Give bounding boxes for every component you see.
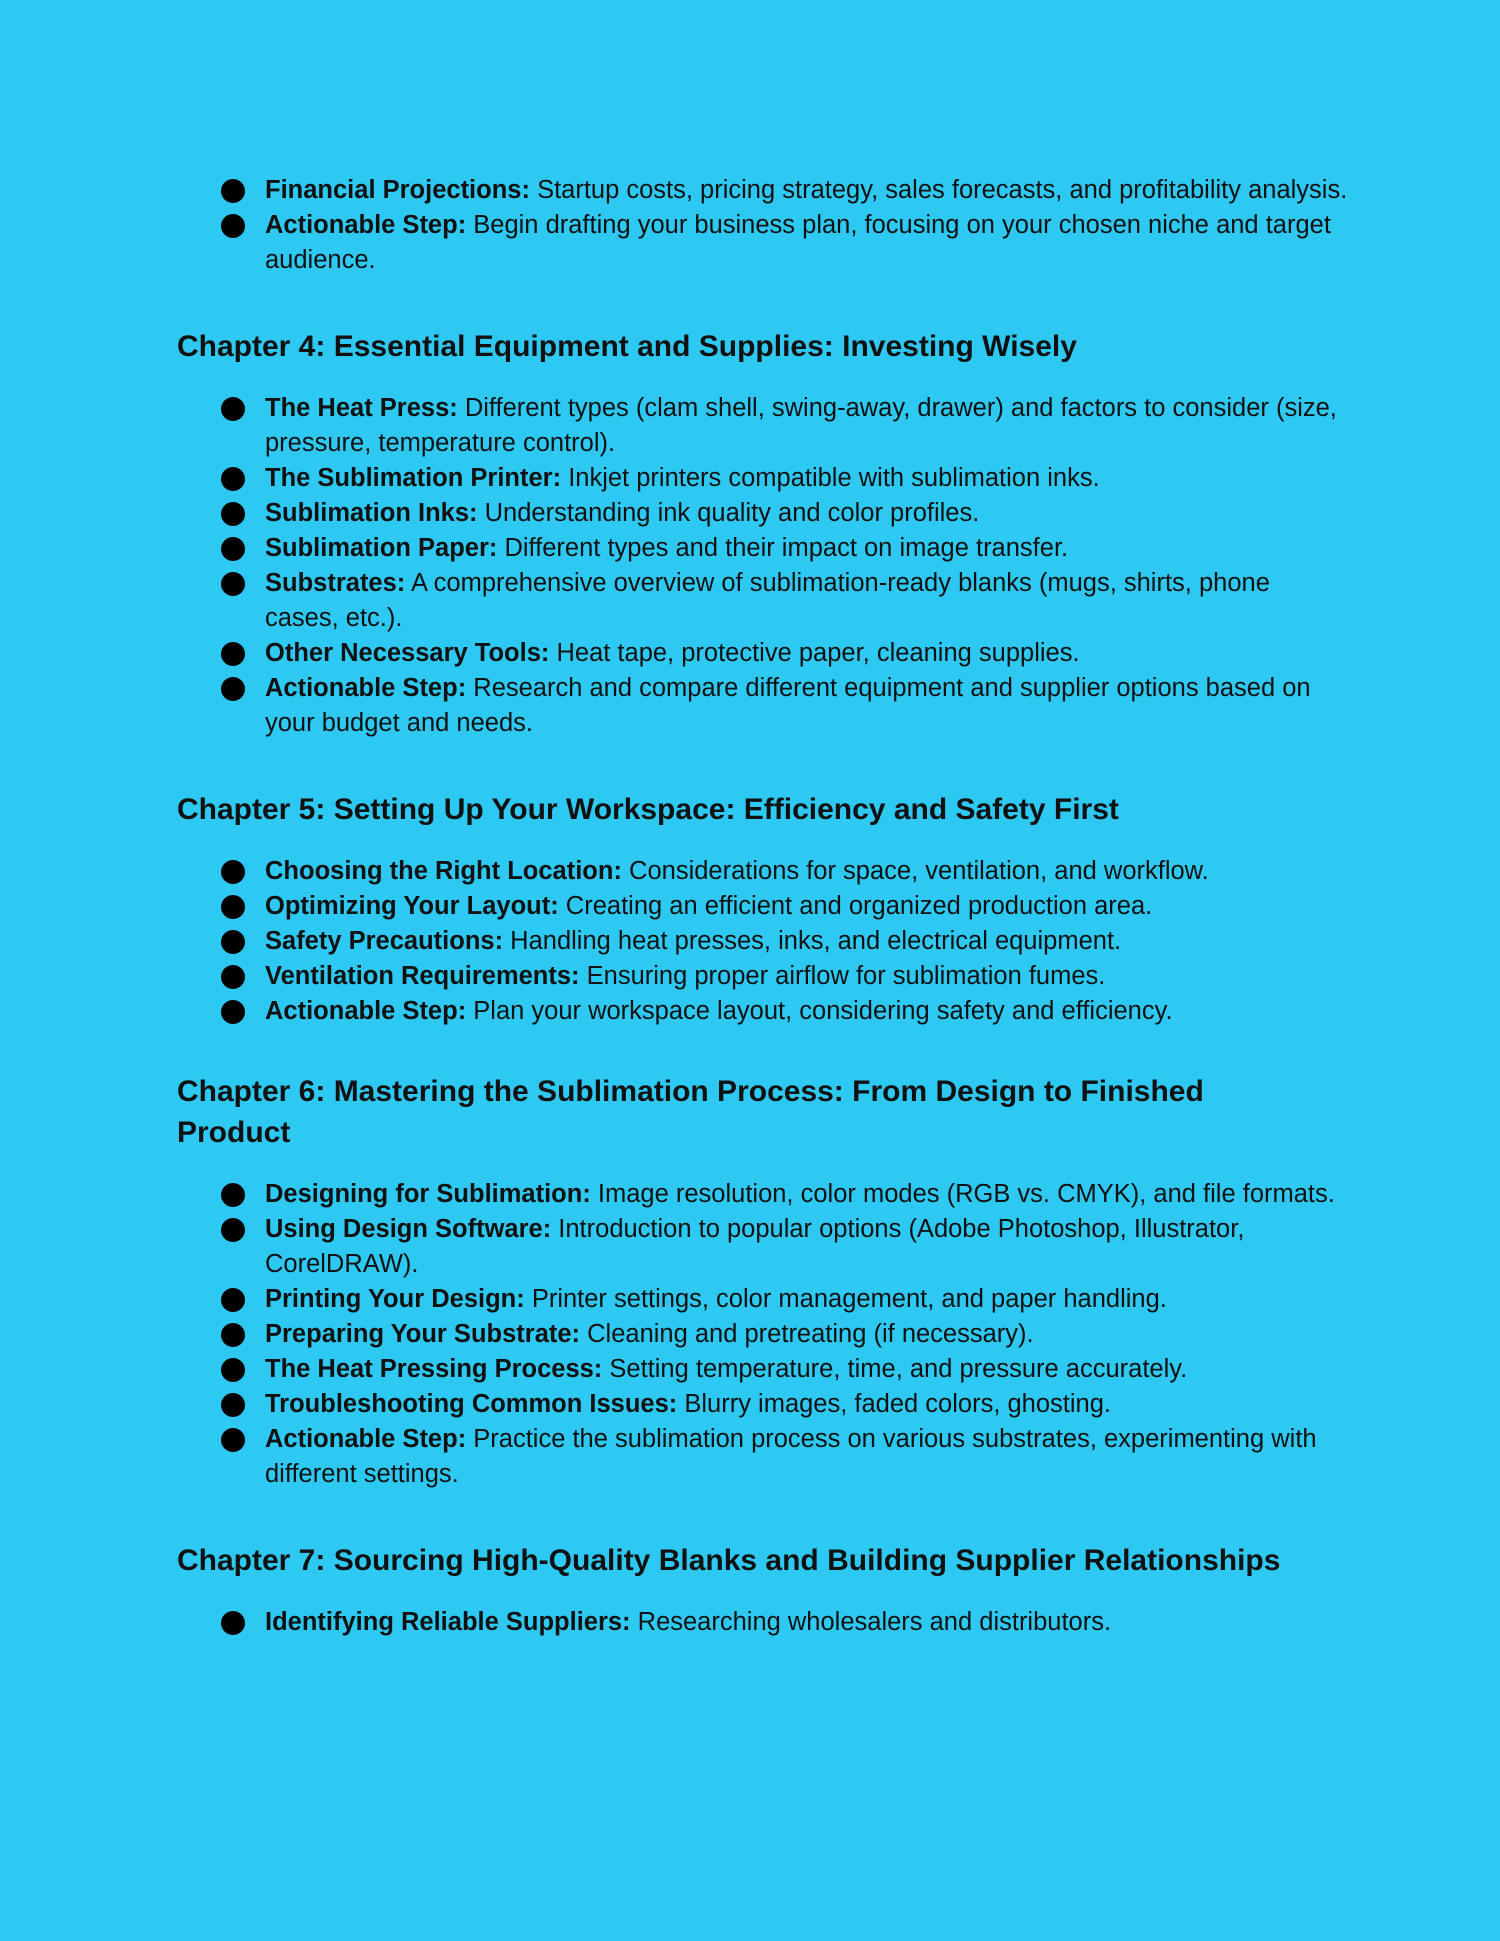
bullet-icon xyxy=(221,572,245,596)
item-text: Understanding ink quality and color profiles. xyxy=(477,499,980,527)
item-text: Setting temperature, time, and pressure accurately. xyxy=(602,1355,1188,1383)
item-label: Actionable Step: xyxy=(265,211,467,239)
item-label: Safety Precautions: xyxy=(265,927,504,955)
item-label: Actionable Step: xyxy=(265,997,467,1025)
bullet-icon xyxy=(221,1183,245,1207)
intro-section xyxy=(177,173,1350,278)
chapter-4-list xyxy=(177,391,1350,741)
list-item xyxy=(177,1387,1350,1422)
bullet-icon xyxy=(221,930,245,954)
intro-list xyxy=(177,173,1350,278)
bullet-icon xyxy=(221,1288,245,1312)
list-item xyxy=(177,854,1350,889)
list-item xyxy=(177,924,1350,959)
bullet-icon xyxy=(221,1218,245,1242)
list-item xyxy=(177,1212,1350,1282)
item-text: Handling heat presses, inks, and electrical equipment. xyxy=(503,927,1122,955)
list-item xyxy=(177,496,1350,531)
item-label: Using Design Software: xyxy=(265,1215,552,1243)
bullet-icon xyxy=(221,1358,245,1382)
bullet-icon xyxy=(221,1393,245,1417)
chapter-5-list xyxy=(177,854,1350,1029)
item-label: Substrates: xyxy=(265,569,406,597)
list-item xyxy=(177,1605,1350,1640)
chapter-7-section xyxy=(177,1540,1350,1640)
bullet-icon xyxy=(221,642,245,666)
item-label: Choosing the Right Location: xyxy=(265,857,622,885)
bullet-icon xyxy=(221,397,245,421)
item-label: The Sublimation Printer: xyxy=(265,464,562,492)
item-label: Actionable Step: xyxy=(265,674,467,702)
item-label: Sublimation Inks: xyxy=(265,499,478,527)
item-text: Plan your workspace layout, considering safety and efficiency. xyxy=(466,997,1173,1025)
list-item xyxy=(177,889,1350,924)
item-text: Cleaning and pretreating (if necessary). xyxy=(580,1320,1034,1348)
item-label: Actionable Step: xyxy=(265,1425,467,1453)
item-label: Designing for Sublimation: xyxy=(265,1180,591,1208)
bullet-icon xyxy=(221,860,245,884)
item-label: Printing Your Design: xyxy=(265,1285,525,1313)
list-item xyxy=(177,636,1350,671)
bullet-icon xyxy=(221,1611,245,1635)
chapter-6-list xyxy=(177,1177,1350,1492)
bullet-icon xyxy=(221,1323,245,1347)
item-label: Other Necessary Tools: xyxy=(265,639,550,667)
item-label: Optimizing Your Layout: xyxy=(265,892,559,920)
list-item xyxy=(177,959,1350,994)
item-text: Creating an efficient and organized production area. xyxy=(558,892,1153,920)
bullet-icon xyxy=(221,214,245,238)
chapter-6-section xyxy=(177,1071,1350,1492)
bullet-icon xyxy=(221,537,245,561)
item-text: Researching wholesalers and distributors. xyxy=(630,1608,1112,1636)
list-item xyxy=(177,1317,1350,1352)
bullet-icon xyxy=(221,467,245,491)
list-item xyxy=(177,994,1350,1029)
chapter-7-list xyxy=(177,1605,1350,1640)
bullet-icon xyxy=(221,1000,245,1024)
item-text: Introduction to popular options (Adobe Photoshop, Illustrator, CorelDRAW). xyxy=(265,1215,1245,1278)
item-text: Blurry images, faded colors, ghosting. xyxy=(677,1390,1111,1418)
list-item xyxy=(177,531,1350,566)
list-item xyxy=(177,1177,1350,1212)
item-text: A comprehensive overview of sublimation-ready blanks (mugs, shirts, phone cases, etc.). xyxy=(265,569,1270,632)
bullet-icon xyxy=(221,1428,245,1452)
item-text: Practice the sublimation process on various substrates, experimenting with different settings. xyxy=(265,1425,1317,1488)
item-text: Inkjet printers compatible with sublimation inks. xyxy=(561,464,1100,492)
item-label: Ventilation Requirements: xyxy=(265,962,580,990)
bullet-icon xyxy=(221,895,245,919)
list-item xyxy=(177,1282,1350,1317)
item-text: Printer settings, color management, and paper handling. xyxy=(524,1285,1167,1313)
item-text: Considerations for space, ventilation, and workflow. xyxy=(621,857,1209,885)
item-label: Identifying Reliable Suppliers: xyxy=(265,1608,631,1636)
chapter-4-section xyxy=(177,326,1350,741)
chapter-6-heading: Chapter 6: Mastering the Sublimation Process: From Design to Finished Product xyxy=(177,1075,1204,1149)
bullet-icon xyxy=(221,502,245,526)
item-label: The Heat Press: xyxy=(265,394,458,422)
bullet-icon xyxy=(221,965,245,989)
chapter-5-section xyxy=(177,789,1350,1029)
list-item xyxy=(177,1352,1350,1387)
item-label: Financial Projections: xyxy=(265,176,530,204)
bullet-icon xyxy=(221,677,245,701)
item-text: Heat tape, protective paper, cleaning supplies. xyxy=(549,639,1080,667)
list-item xyxy=(177,208,1350,278)
item-text: Research and compare different equipment and supplier options based on your budget and needs. xyxy=(265,674,1311,737)
chapter-4-heading: Chapter 4: Essential Equipment and Supplies: Investing Wisely xyxy=(177,330,1077,363)
list-item xyxy=(177,391,1350,461)
item-text: Ensuring proper airflow for sublimation fumes. xyxy=(579,962,1106,990)
item-text: Different types (clam shell, swing-away, drawer) and factors to consider (size, pressure, temperature control). xyxy=(265,394,1337,457)
item-text: Startup costs, pricing strategy, sales forecasts, and profitability analysis. xyxy=(529,176,1348,204)
bullet-icon xyxy=(221,179,245,203)
item-label: Preparing Your Substrate: xyxy=(265,1320,581,1348)
item-text: Different types and their impact on image transfer. xyxy=(497,534,1069,562)
item-text: Begin drafting your business plan, focusing on your chosen niche and target audience. xyxy=(265,211,1331,274)
list-item xyxy=(177,566,1350,636)
chapter-5-heading: Chapter 5: Setting Up Your Workspace: Efficiency and Safety First xyxy=(177,793,1119,826)
item-label: The Heat Pressing Process: xyxy=(265,1355,603,1383)
list-item xyxy=(177,173,1350,208)
list-item xyxy=(177,461,1350,496)
list-item xyxy=(177,671,1350,741)
item-label: Troubleshooting Common Issues: xyxy=(265,1390,678,1418)
chapter-7-heading: Chapter 7: Sourcing High-Quality Blanks and Building Supplier Relationships xyxy=(177,1544,1281,1577)
item-text: Image resolution, color modes (RGB vs. CMYK), and file formats. xyxy=(590,1180,1335,1208)
list-item xyxy=(177,1422,1350,1492)
item-label: Sublimation Paper: xyxy=(265,534,498,562)
